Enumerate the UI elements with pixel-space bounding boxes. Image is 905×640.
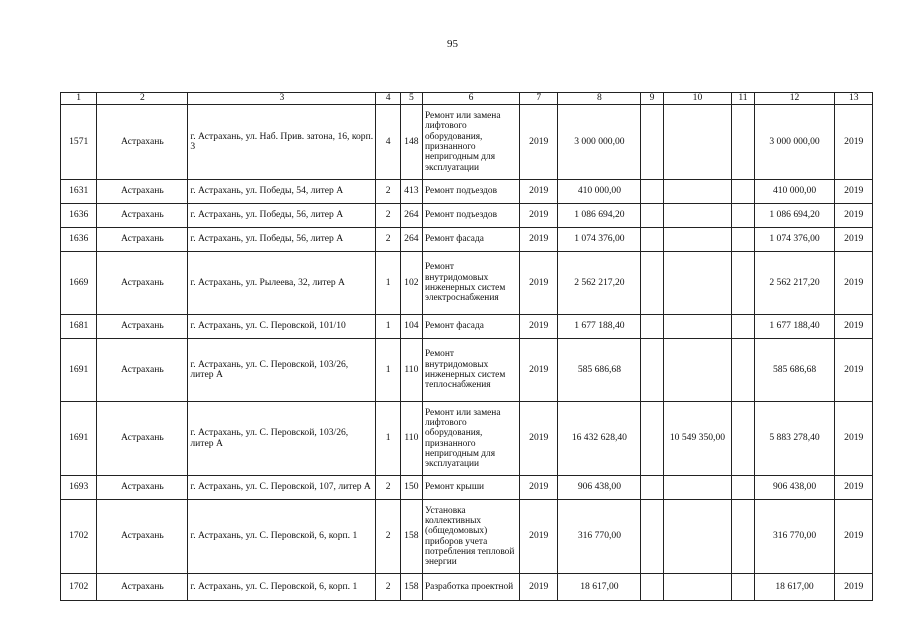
completion-year: 2019 <box>835 402 873 476</box>
municipality: Астрахань <box>97 402 188 476</box>
col-11-value <box>732 500 754 574</box>
total-cost: 16 432 628,40 <box>558 402 641 476</box>
column-header: 8 <box>558 93 641 105</box>
column-header: 1 <box>61 93 97 105</box>
col-4-value: 1 <box>376 315 400 339</box>
col-10-value <box>663 315 732 339</box>
record-number: 1681 <box>61 315 97 339</box>
col-4-value: 2 <box>376 228 400 252</box>
completion-year: 2019 <box>835 180 873 204</box>
col-9-value <box>641 252 663 315</box>
col-5-value: 148 <box>400 105 422 180</box>
col-5-value: 264 <box>400 228 422 252</box>
work-type: Разработка проектной <box>422 574 519 601</box>
table-row <box>61 315 873 339</box>
col-11-value <box>732 574 754 601</box>
completion-year: 2019 <box>835 228 873 252</box>
year: 2019 <box>520 402 558 476</box>
column-header: 3 <box>188 93 376 105</box>
col-9-value <box>641 339 663 402</box>
work-type: Ремонт подъездов <box>422 180 519 204</box>
column-header: 6 <box>422 93 519 105</box>
work-type: Ремонт фасада <box>422 315 519 339</box>
record-number: 1669 <box>61 252 97 315</box>
year: 2019 <box>520 339 558 402</box>
completion-year: 2019 <box>835 315 873 339</box>
col-12-value: 1 086 694,20 <box>754 204 835 228</box>
total-cost: 3 000 000,00 <box>558 105 641 180</box>
col-12-value: 18 617,00 <box>754 574 835 601</box>
col-9-value <box>641 315 663 339</box>
page-number: 95 <box>447 38 458 50</box>
col-12-value: 410 000,00 <box>754 180 835 204</box>
municipality: Астрахань <box>97 339 188 402</box>
address: г. Астрахань, ул. С. Перовской, 6, корп. 1 <box>188 574 376 601</box>
col-10-value <box>663 500 732 574</box>
col-5-value: 158 <box>400 500 422 574</box>
total-cost: 1 086 694,20 <box>558 204 641 228</box>
table-row <box>61 180 873 204</box>
works-register-table <box>60 92 873 601</box>
total-cost: 906 438,00 <box>558 476 641 500</box>
col-12-value: 5 883 278,40 <box>754 402 835 476</box>
col-10-value <box>663 180 732 204</box>
work-type: Ремонт или замена лифтового оборудования, признанного непригодным для эксплуатации <box>422 402 519 476</box>
col-12-value: 906 438,00 <box>754 476 835 500</box>
table-row <box>61 339 873 402</box>
col-5-value: 413 <box>400 180 422 204</box>
col-12-value: 316 770,00 <box>754 500 835 574</box>
column-header: 13 <box>835 93 873 105</box>
column-header: 2 <box>97 93 188 105</box>
col-9-value <box>641 105 663 180</box>
col-9-value <box>641 402 663 476</box>
col-9-value <box>641 180 663 204</box>
address: г. Астрахань, ул. С. Перовской, 103/26, литер А <box>188 339 376 402</box>
col-12-value: 1 677 188,40 <box>754 315 835 339</box>
work-type: Ремонт подъездов <box>422 204 519 228</box>
address: г. Астрахань, ул. С. Перовской, 103/26, литер А <box>188 402 376 476</box>
municipality: Астрахань <box>97 105 188 180</box>
col-4-value: 2 <box>376 500 400 574</box>
address: г. Астрахань, ул. Победы, 54, литер А <box>188 180 376 204</box>
total-cost: 585 686,68 <box>558 339 641 402</box>
work-type: Ремонт или замена лифтового оборудования, признанного непригодным для эксплуатации <box>422 105 519 180</box>
col-11-value <box>732 315 754 339</box>
column-header: 10 <box>663 93 732 105</box>
municipality: Астрахань <box>97 500 188 574</box>
col-4-value: 1 <box>376 402 400 476</box>
col-5-value: 110 <box>400 402 422 476</box>
year: 2019 <box>520 574 558 601</box>
col-11-value <box>732 402 754 476</box>
record-number: 1691 <box>61 402 97 476</box>
col-12-value: 2 562 217,20 <box>754 252 835 315</box>
year: 2019 <box>520 476 558 500</box>
col-10-value <box>663 228 732 252</box>
total-cost: 2 562 217,20 <box>558 252 641 315</box>
work-type: Ремонт крыши <box>422 476 519 500</box>
record-number: 1702 <box>61 574 97 601</box>
col-9-value <box>641 500 663 574</box>
record-number: 1702 <box>61 500 97 574</box>
completion-year: 2019 <box>835 476 873 500</box>
municipality: Астрахань <box>97 574 188 601</box>
address: г. Астрахань, ул. С. Перовской, 107, литер А <box>188 476 376 500</box>
year: 2019 <box>520 252 558 315</box>
col-4-value: 4 <box>376 105 400 180</box>
record-number: 1636 <box>61 204 97 228</box>
address: г. Астрахань, ул. Победы, 56, литер А <box>188 228 376 252</box>
col-11-value <box>732 228 754 252</box>
municipality: Астрахань <box>97 180 188 204</box>
completion-year: 2019 <box>835 574 873 601</box>
address: г. Астрахань, ул. Победы, 56, литер А <box>188 204 376 228</box>
total-cost: 410 000,00 <box>558 180 641 204</box>
table-row <box>61 204 873 228</box>
col-10-value <box>663 574 732 601</box>
column-header: 12 <box>754 93 835 105</box>
col-5-value: 104 <box>400 315 422 339</box>
col-11-value <box>732 105 754 180</box>
col-10-value <box>663 476 732 500</box>
record-number: 1631 <box>61 180 97 204</box>
col-9-value <box>641 476 663 500</box>
table-row <box>61 105 873 180</box>
record-number: 1693 <box>61 476 97 500</box>
address: г. Астрахань, ул. С. Перовской, 6, корп. 1 <box>188 500 376 574</box>
col-5-value: 110 <box>400 339 422 402</box>
col-10-value: 10 549 350,00 <box>663 402 732 476</box>
col-5-value: 150 <box>400 476 422 500</box>
completion-year: 2019 <box>835 339 873 402</box>
col-11-value <box>732 180 754 204</box>
municipality: Астрахань <box>97 252 188 315</box>
year: 2019 <box>520 228 558 252</box>
completion-year: 2019 <box>835 500 873 574</box>
column-header: 11 <box>732 93 754 105</box>
municipality: Астрахань <box>97 315 188 339</box>
municipality: Астрахань <box>97 204 188 228</box>
column-header: 5 <box>400 93 422 105</box>
col-11-value <box>732 252 754 315</box>
col-4-value: 2 <box>376 204 400 228</box>
total-cost: 1 074 376,00 <box>558 228 641 252</box>
total-cost: 1 677 188,40 <box>558 315 641 339</box>
col-4-value: 2 <box>376 574 400 601</box>
table-row <box>61 574 873 601</box>
column-header: 9 <box>641 93 663 105</box>
col-4-value: 2 <box>376 180 400 204</box>
work-type: Ремонт фасада <box>422 228 519 252</box>
record-number: 1571 <box>61 105 97 180</box>
municipality: Астрахань <box>97 228 188 252</box>
table-row <box>61 500 873 574</box>
col-12-value: 3 000 000,00 <box>754 105 835 180</box>
table-row <box>61 252 873 315</box>
year: 2019 <box>520 105 558 180</box>
col-4-value: 2 <box>376 476 400 500</box>
work-type: Ремонт внутридомовых инженерных систем электроснабжения <box>422 252 519 315</box>
col-9-value <box>641 228 663 252</box>
record-number: 1691 <box>61 339 97 402</box>
year: 2019 <box>520 204 558 228</box>
col-5-value: 102 <box>400 252 422 315</box>
table-row <box>61 402 873 476</box>
total-cost: 316 770,00 <box>558 500 641 574</box>
work-type: Установка коллективных (общедомовых) приборов учета потребления тепловой энергии <box>422 500 519 574</box>
year: 2019 <box>520 315 558 339</box>
column-header: 4 <box>376 93 400 105</box>
record-number: 1636 <box>61 228 97 252</box>
col-4-value: 1 <box>376 252 400 315</box>
year: 2019 <box>520 500 558 574</box>
col-12-value: 585 686,68 <box>754 339 835 402</box>
completion-year: 2019 <box>835 204 873 228</box>
col-12-value: 1 074 376,00 <box>754 228 835 252</box>
table-row <box>61 476 873 500</box>
column-number-row <box>61 93 873 105</box>
completion-year: 2019 <box>835 105 873 180</box>
col-10-value <box>663 252 732 315</box>
municipality: Астрахань <box>97 476 188 500</box>
col-11-value <box>732 339 754 402</box>
total-cost: 18 617,00 <box>558 574 641 601</box>
address: г. Астрахань, ул. Наб. Прив. затона, 16, корп. 3 <box>188 105 376 180</box>
col-10-value <box>663 204 732 228</box>
col-10-value <box>663 339 732 402</box>
address: г. Астрахань, ул. Рылеева, 32, литер А <box>188 252 376 315</box>
col-4-value: 1 <box>376 339 400 402</box>
col-5-value: 158 <box>400 574 422 601</box>
col-9-value <box>641 204 663 228</box>
work-type: Ремонт внутридомовых инженерных систем теплоснабжения <box>422 339 519 402</box>
address: г. Астрахань, ул. С. Перовской, 101/10 <box>188 315 376 339</box>
col-10-value <box>663 105 732 180</box>
completion-year: 2019 <box>835 252 873 315</box>
col-11-value <box>732 204 754 228</box>
col-11-value <box>732 476 754 500</box>
table-row <box>61 228 873 252</box>
year: 2019 <box>520 180 558 204</box>
col-9-value <box>641 574 663 601</box>
col-5-value: 264 <box>400 204 422 228</box>
column-header: 7 <box>520 93 558 105</box>
